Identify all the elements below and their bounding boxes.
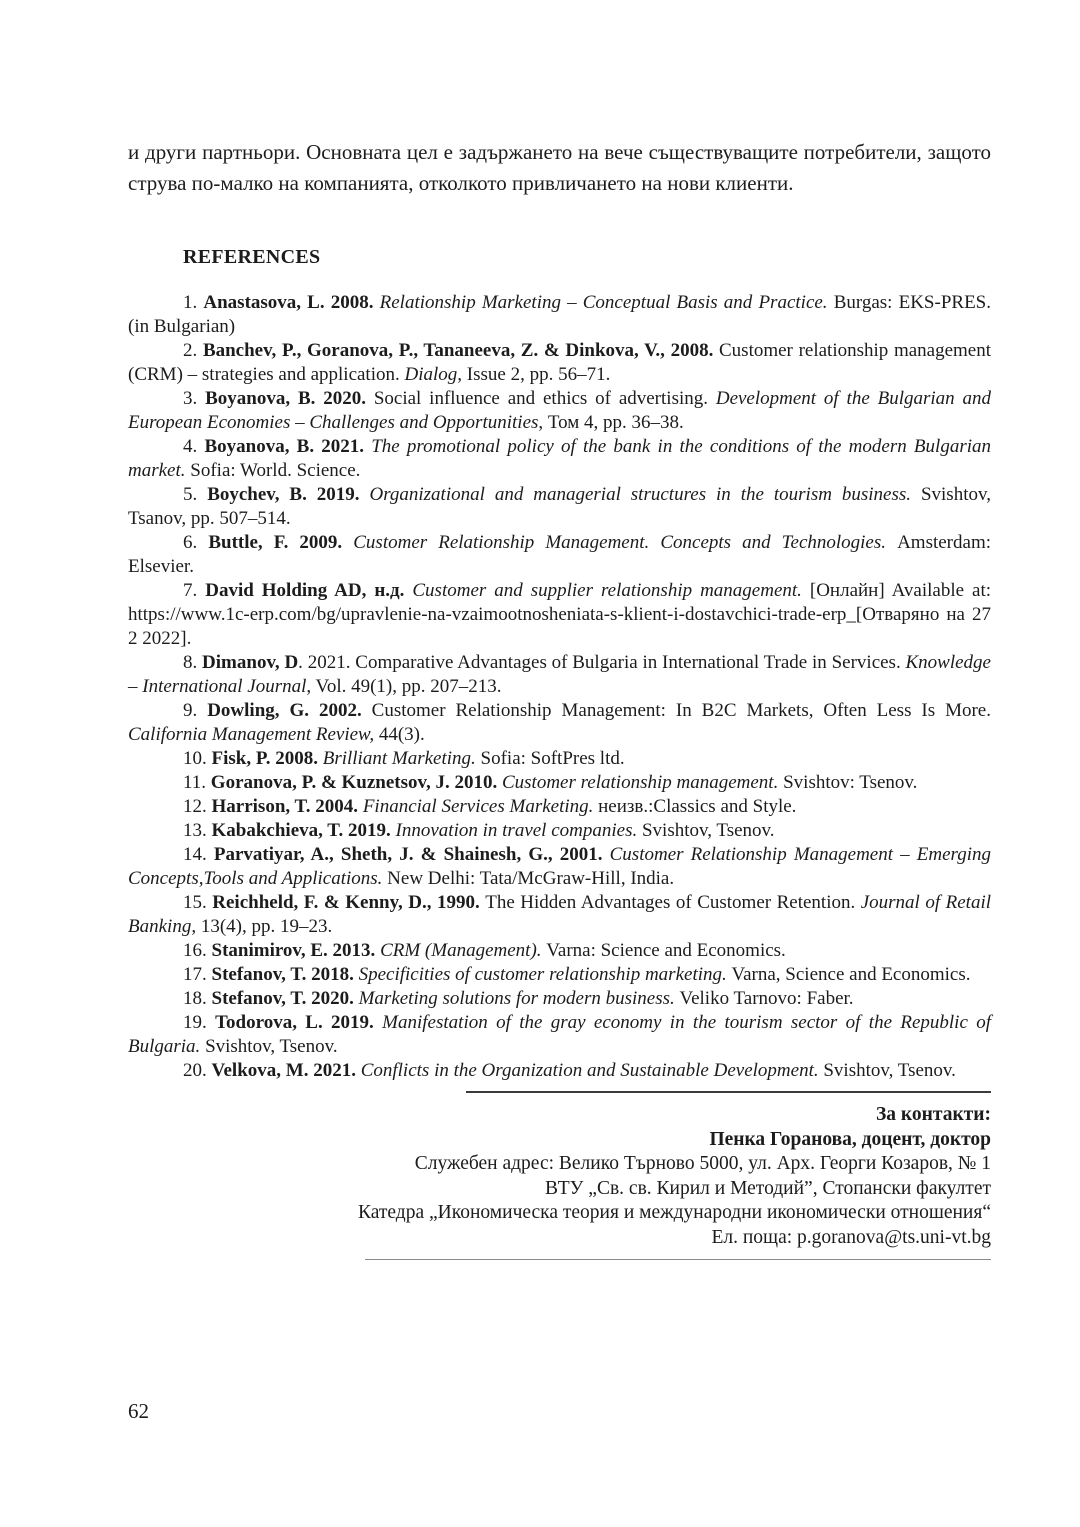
- page-number: 62: [128, 1399, 149, 1423]
- reference-text-run: 1.: [183, 292, 204, 313]
- reference-text-run: Sofia: World. Science.: [190, 460, 361, 481]
- reference-text-run: Conflicts in the Organization and Sustainable Development.: [360, 1060, 824, 1081]
- reference-text-run: 11.: [183, 772, 211, 793]
- reference-text-run: Financial Services Marketing.: [362, 796, 599, 817]
- reference-text-run: 2.: [183, 340, 203, 361]
- reference-text-run: Amsterdam: Elsevier.: [128, 532, 992, 577]
- reference-item: [128, 699, 991, 747]
- reference-text-run: Burgas: EKS-PRES. (in Bulgarian): [128, 292, 991, 337]
- reference-item: [128, 939, 991, 963]
- reference-text-run: Marketing solutions for modern business.: [358, 988, 680, 1009]
- reference-text-run: Goranova, P. & Kuznetsov, J. 2010.: [210, 772, 502, 793]
- reference-item: [128, 435, 991, 483]
- reference-text-run: Stefanov, T. 2020.: [211, 988, 359, 1009]
- contact-line: За контакти:: [876, 1104, 991, 1125]
- reference-text-run: Journal of Retail Banking,: [128, 892, 991, 937]
- reference-text-run: Varna, Science and Economics.: [731, 964, 971, 985]
- contact-line: ВТУ „Св. св. Кирил и Методий”, Стопански факултет: [544, 1177, 991, 1199]
- reference-text-run: Customer Relationship Management: In B2C Markets, Often Less Is More.: [371, 700, 991, 721]
- reference-text-run: Issue 2, pp. 56–71.: [466, 364, 611, 385]
- reference-text-run: Svishtov, Tsenov.: [205, 1036, 338, 1057]
- reference-text-run: Kabakchieva, T. 2019.: [211, 820, 396, 841]
- contact-line: Служебен адрес: Велико Търново 5000, ул. Арх. Георги Козаров, № 1: [414, 1153, 991, 1174]
- reference-text-run: New Delhi: Tata/McGraw-Hill, India.: [387, 868, 675, 889]
- reference-item: [128, 963, 991, 987]
- reference-item: [128, 339, 991, 387]
- reference-text-run: Todorova, L. 2019.: [215, 1012, 383, 1033]
- reference-text-run: 19.: [183, 1012, 216, 1033]
- reference-text-run: Customer Relationship Management – Emerging Concepts,Tools and Applications.: [128, 844, 992, 889]
- reference-item: [128, 747, 991, 771]
- reference-text-run: Customer relationship management.: [501, 772, 784, 793]
- reference-item: [128, 771, 991, 795]
- reference-item: [128, 579, 991, 651]
- reference-text-run: Stefanov, T. 2018.: [211, 964, 359, 985]
- reference-item: [128, 1059, 991, 1083]
- reference-text-run: Organizational and managerial structures in the tourism business.: [369, 484, 921, 505]
- contact-line: Ел. поща: p.goranova@ts.uni-vt.bg: [711, 1226, 991, 1248]
- reference-text-run: David Holding AD, н.д.: [205, 580, 413, 601]
- reference-text-run: 3.: [183, 388, 206, 409]
- reference-text-run: Dialog,: [404, 364, 467, 385]
- reference-text-run: Brilliant Marketing.: [322, 748, 481, 769]
- reference-text-run: 17.: [183, 964, 212, 985]
- reference-text-run: Boychev, B. 2019.: [207, 484, 370, 505]
- contact-line: Пенка Горанова, доцент, доктор: [709, 1128, 991, 1150]
- reference-text-run: 8.: [183, 652, 203, 673]
- reference-item: [128, 651, 991, 699]
- reference-item: [128, 483, 991, 531]
- reference-text-run: [Онлайн] Available at: https://www.1c-erp.com/bg/upravlenie-na-vzaimootnosheniata-s-klient-i-dostavchici-trade-erp_[Отваряно на 27 2 2022].: [128, 580, 992, 649]
- reference-text-run: Customer relationship management (CRM) – strategies and application.: [128, 340, 992, 385]
- reference-text-run: The Hidden Advantages of Customer Retention.: [485, 892, 861, 913]
- reference-text-run: 18.: [183, 988, 212, 1009]
- intro-paragraph: и други партньори. Основната цел е задържането на вече съществуващите потребители, защото струва по-малко на компанията, отколкото привличането на нови клиенти.: [128, 140, 991, 195]
- reference-text-run: Veliko Tarnovo: Faber.: [679, 988, 854, 1009]
- reference-text-run: 16.: [183, 940, 212, 961]
- reference-text-run: неизв.:Classics and Style.: [598, 796, 797, 817]
- reference-text-run: Reichheld, F. & Kenny, D., 1990.: [212, 892, 486, 913]
- reference-item: [128, 291, 991, 339]
- contact-line: Катедра „Икономическа теория и международни икономически отношения“: [357, 1202, 991, 1223]
- reference-text-run: Boyanova, B. 2020.: [205, 388, 374, 409]
- reference-item: [128, 531, 991, 579]
- reference-text-run: Specificities of customer relationship marketing.: [358, 964, 732, 985]
- reference-text-run: Knowledge – International Journal: [128, 652, 991, 697]
- reference-text-run: 9.: [183, 700, 208, 721]
- reference-text-run: Anastasova, L. 2008.: [203, 292, 380, 313]
- reference-text-run: 10.: [183, 748, 212, 769]
- references-list: [128, 291, 991, 1083]
- reference-text-run: 13.: [183, 820, 212, 841]
- reference-text-run: 15.: [183, 892, 213, 913]
- reference-text-run: California Management Review,: [128, 724, 379, 745]
- reference-item: [128, 1011, 991, 1059]
- reference-text-run: 4.: [183, 436, 205, 457]
- contact-bottom-rule: [365, 1259, 991, 1260]
- reference-text-run: Manifestation of the gray economy in the tourism sector of the Republic of Bulgaria.: [128, 1012, 992, 1057]
- reference-text-run: Varna: Science and Economics.: [546, 940, 786, 961]
- reference-item: [128, 819, 991, 843]
- reference-text-run: Svishtov: Tsenov.: [783, 772, 918, 793]
- reference-item: [128, 987, 991, 1011]
- reference-text-run: Banchev, P., Goranova, P., Tananeeva, Z. & Dinkova, V., 2008.: [202, 340, 719, 361]
- reference-text-run: 13(4), pp. 19–23.: [200, 916, 333, 937]
- reference-text-run: 7.: [183, 580, 206, 601]
- reference-text-run: 6.: [183, 532, 209, 553]
- reference-text-run: Parvatiyar, A., Sheth, J. & Shainesh, G., 2001.: [213, 844, 610, 865]
- reference-text-run: Customer Relationship Management. Concepts and Technologies.: [353, 532, 898, 553]
- reference-text-run: , Том 4, pp. 36–38.: [538, 412, 684, 433]
- reference-text-run: Customer and supplier relationship management.: [412, 580, 810, 601]
- reference-text-run: Svishtov, Tsenov.: [823, 1060, 956, 1081]
- contact-top-rule: [466, 1091, 991, 1093]
- reference-text-run: Sofia: SoftPres ltd.: [480, 748, 625, 769]
- reference-text-run: . 2021. Comparative Advantages of Bulgaria in International Trade in Services.: [298, 652, 906, 673]
- reference-text-run: 14.: [183, 844, 214, 865]
- reference-text-run: 20.: [183, 1060, 212, 1081]
- reference-text-run: CRM (Management).: [380, 940, 547, 961]
- reference-text-run: 44(3).: [378, 724, 425, 745]
- references-heading: REFERENCES: [183, 246, 321, 268]
- reference-item: [128, 843, 991, 891]
- reference-item: [128, 387, 991, 435]
- reference-text-run: Svishtov, Tsanov, pp. 507–514.: [128, 484, 991, 529]
- reference-text-run: 5.: [183, 484, 208, 505]
- page-content: [128, 0, 991, 1260]
- reference-item: [128, 891, 991, 939]
- reference-text-run: 12.: [183, 796, 212, 817]
- reference-text-run: , Vol. 49(1), pp. 207–213.: [306, 676, 502, 697]
- reference-text-run: Buttle, F. 2009.: [208, 532, 354, 553]
- reference-text-run: Dowling, G. 2002.: [207, 700, 372, 721]
- reference-text-run: Svishtov, Tsenov.: [641, 820, 775, 841]
- contact-lines: [128, 1103, 991, 1250]
- reference-text-run: Social influence and ethics of advertising.: [373, 388, 716, 409]
- reference-text-run: Velkova, M. 2021.: [211, 1060, 361, 1081]
- contact-block: [128, 1091, 991, 1260]
- reference-text-run: The promotional policy of the bank in the conditions of the modern Bulgarian market.: [128, 436, 991, 481]
- reference-text-run: Fisk, P. 2008.: [211, 748, 323, 769]
- reference-text-run: Innovation in travel companies.: [395, 820, 642, 841]
- reference-text-run: Stanimirov, E. 2013.: [211, 940, 381, 961]
- reference-text-run: Relationship Marketing – Conceptual Basis and Practice.: [379, 292, 834, 313]
- reference-text-run: Development of the Bulgarian and European Economies – Challenges and Opportunities: [128, 388, 992, 433]
- reference-text-run: Harrison, T. 2004.: [211, 796, 363, 817]
- reference-text-run: Dimanov, D: [202, 652, 299, 673]
- reference-item: [128, 795, 991, 819]
- reference-text-run: Boyanova, B. 2021.: [204, 436, 372, 457]
